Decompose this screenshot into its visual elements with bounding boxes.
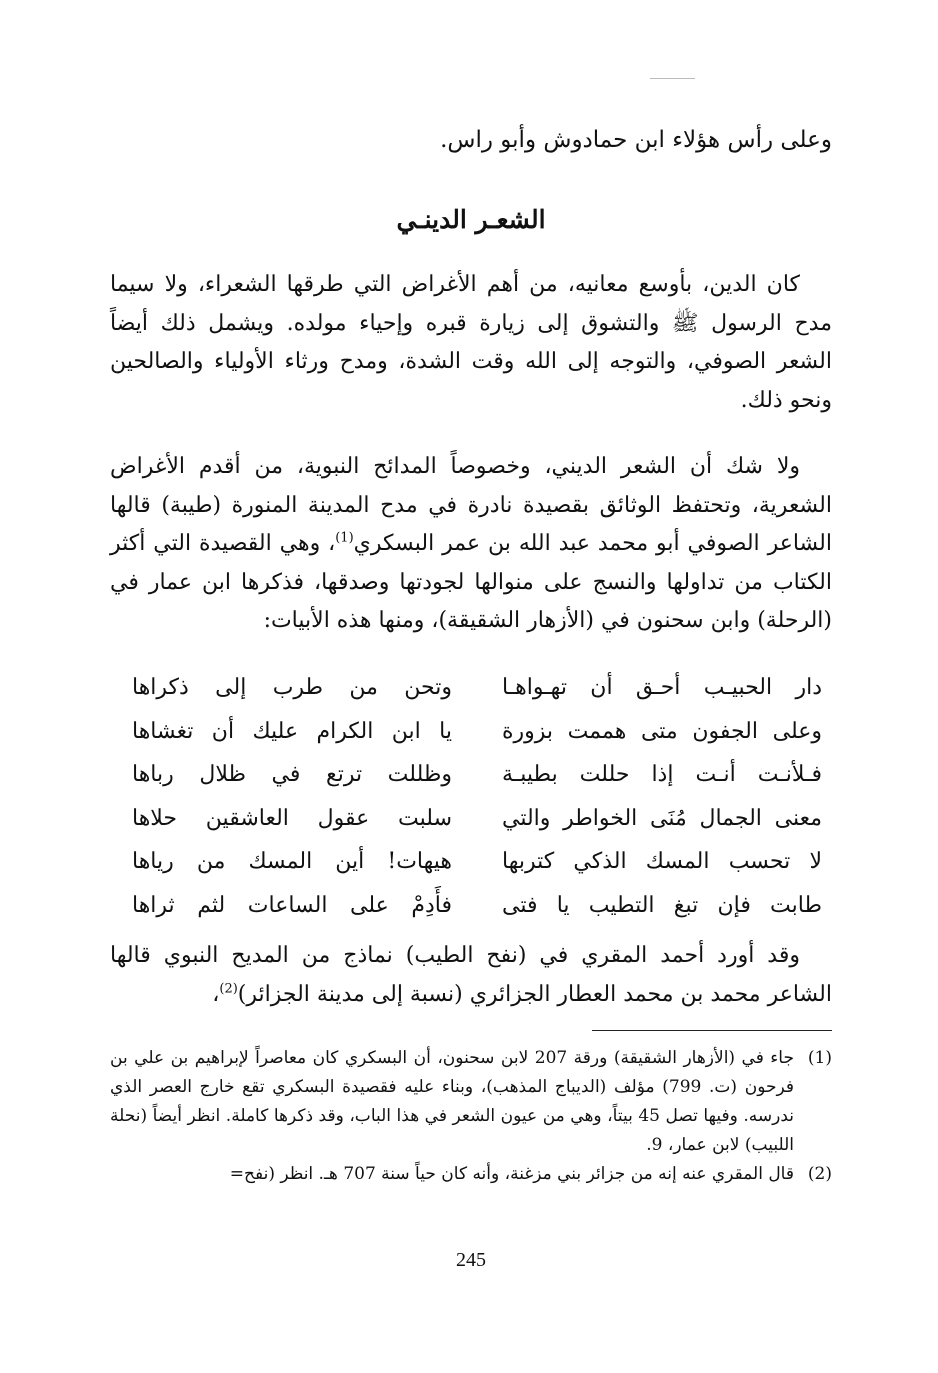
verse-first-hemistich: دار الحبيـب أحـق أن تهـواهـا (502, 675, 822, 700)
poem-verse (132, 666, 822, 710)
page-scan-mark (650, 78, 695, 79)
verse-second-hemistich: يا ابن الكرام عليك أن تغشاها (132, 718, 452, 744)
paragraph-text-part: وقد أورد أحمد المقري في (نفح الطيب) نماذج من المديح النبوي قالها الشاعر محمد بن محمد العطار الجزائري (نسبة إلى مدينة الجزائر) (110, 943, 832, 1007)
paragraph-text-part: ، (212, 981, 220, 1007)
footnote-reference-1[interactable]: (1) (335, 530, 354, 546)
verse-first-hemistich: معنى الجمال مُنَى الخواطر والتي (502, 805, 822, 831)
footnote-text: قال المقري عنه إنه من جزائر بني مزغنة، وأنه كان حياً سنة 707 هـ. انظر (نفح= (229, 1164, 794, 1184)
paragraph-text-part: ، وهي القصيدة التي أكثر الكتاب من تداولها والنسج على منوالها لجودتها وصدقها، فذكرها ابن عمار في (الرحلة) وابن سحنون في (الأزهار الشقيقة)، ومنها هذه الأبيات: (110, 531, 832, 633)
footnote-number: (1) (807, 1048, 832, 1068)
poem-verse (132, 753, 822, 797)
paragraph-text-part: ولا شك أن الشعر الديني، وخصوصاً المدائح النبوية، من أقدم الأغراض الشعرية، وتحتفظ الوثائق بقصيدة نادرة في مدح المدينة المنورة (طيبة) قالها الشاعر الصوفي أبو محمد عبد الله بن عمر البسكري (110, 454, 832, 556)
poem-verse (132, 884, 822, 928)
poem-verse (132, 797, 822, 841)
verse-first-hemistich: طابت فإن تبغ التطيب يا فتى (502, 892, 822, 918)
book-page (110, 0, 832, 1373)
paragraph-maqqari (110, 937, 832, 1014)
paragraph-text: كان الدين، بأوسع معانيه، من أهم الأغراض التي طرقها الشعراء، ولا سيما مدح الرسول ﷺ والتشوق إلى زيارة قبره وإحياء مولده. ويشمل ذلك أيضاً الشعر الصوفي، والتوجه إلى الله وقت الشدة، ومدح ورثاء الأولياء والصالحين ونحو ذلك. (110, 272, 832, 413)
footnote-text: جاء في (الأزهار الشقيقة) ورقة 207 لابن سحنون، أن البسكري كان معاصراً لإبراهيم بن علي بن فرحون (ت. 799) مؤلف (الديباج المذهب)، وبناء عليه فقصيدة البسكري تقع خارج العصر الذي ندرسه. وفيها تصل 45 بيتاً، وهي من عيون الشعر في هذا الباب، وقد ذكرها كاملة. انظر أيضاً (نحلة اللبيب) لابن عمار، 9. (110, 1048, 794, 1155)
verse-second-hemistich: هيهات! أين المسك من رياها (132, 849, 452, 874)
verse-second-hemistich: وتحن من طرب إلى ذكراها (132, 675, 452, 700)
paragraph-prophetic-praise (110, 448, 832, 641)
verse-first-hemistich: وعلى الجفون متى هممت بزورة (502, 718, 822, 744)
footnote-2 (110, 1160, 832, 1189)
footnote-1 (110, 1044, 832, 1160)
poem-verse (132, 840, 822, 884)
footnotes (110, 1044, 832, 1189)
continuation-line: وعلى رأس هؤلاء ابن حمادوش وأبو راس. (440, 127, 832, 153)
section-heading: الشعـر الدينـي (396, 205, 546, 234)
page-number: 245 (456, 1249, 486, 1271)
verse-second-hemistich: فأَدِمْ على الساعات لثم ثراها (132, 892, 452, 918)
verse-second-hemistich: وظللت ترتع في ظلال رباها (132, 762, 452, 787)
poem-verses (132, 666, 822, 927)
footnote-reference-2[interactable]: (2) (219, 981, 238, 997)
verse-first-hemistich: لا تحسب المسك الذكي كتربها (502, 849, 822, 874)
poem-verse (132, 710, 822, 754)
verse-first-hemistich: فـلأنـت أنـت إذا حللت بطيبـة (502, 762, 822, 787)
paragraph-religious-poetry-intro (110, 266, 832, 420)
footnote-number: (2) (807, 1164, 832, 1184)
verse-second-hemistich: سلبت عقول العاشقين حلاها (132, 805, 452, 831)
footnote-separator (592, 1030, 832, 1031)
